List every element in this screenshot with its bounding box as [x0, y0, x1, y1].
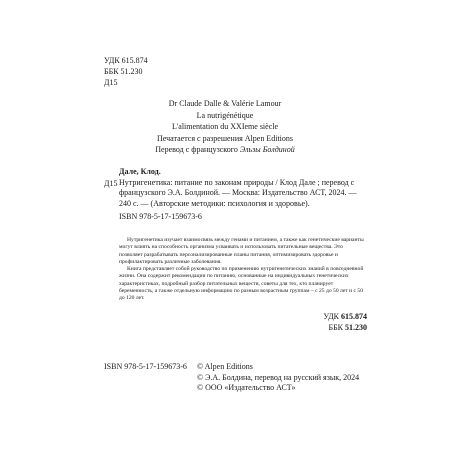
- annotation-paragraph-1: Нутригенетика изучает взаимосвязь между генами и питанием, а также как генетические варианты могут влиять на способность организма усваивать и использовать питательные вещества. Это позволяет разрабатывать персонализированные планы питания, оптимизировать здоровье и профилактировать различные заболевания.: [119, 237, 364, 265]
- top-classification-codes: [104, 55, 148, 88]
- bottom-bbk-value: 51.230: [345, 322, 367, 332]
- isbn-bottom: ISBN 978-5-17-159673-6: [104, 362, 187, 371]
- bottom-udk-label: УДК: [323, 312, 341, 321]
- catalog-author: Дале, Клод.: [119, 167, 161, 176]
- original-subtitle: L'alimentation du XXIeme siècle: [171, 122, 279, 131]
- copyright-line-2: © Э.А. Болдина, перевод на русский язык, 2024: [197, 372, 360, 382]
- original-authors: Dr Claude Dalle & Valérie Lamour: [168, 99, 282, 108]
- annotation-paragraph-2: Книга представляет собой руководство по применению нутригенетических знаний в повседневной жизни. Она содержит рекомендации по питанию, основанные на индивидуальных генетических характеристиках, подробный разбор питательных веществ, советы для тех, кто планирует беременность, а также отдельную информацию по разным возрастным группам – с 25 до 50 лет и с 50 до 120 лет.: [119, 266, 364, 302]
- original-edition-info: [0, 98, 450, 156]
- catalog-isbn: ISBN 978-5-17-159673-6: [119, 212, 202, 221]
- translation-note: [0, 144, 450, 156]
- copyright-line-1: © Alpen Editions: [197, 362, 253, 371]
- copyright-block: [197, 362, 359, 394]
- bottom-udk-value: 615.874: [341, 312, 367, 321]
- translation-prefix: Перевод с французского: [155, 145, 240, 154]
- bbk-code: ББК 51.230: [104, 67, 143, 76]
- bottom-bbk: [323, 323, 367, 334]
- udk-code: УДК 615.874: [104, 56, 148, 65]
- catalog-code: Д15: [104, 179, 118, 188]
- permission-note: Печатается с разрешения Alpen Editions: [157, 133, 293, 143]
- bottom-classification-codes: [323, 312, 367, 333]
- catalog-description: Нутригенетика: питание по законам природы / Клод Дале ; перевод с французского Э.А. Болдиной. — Москва: Издательство АСТ, 2024. — 240 с. — (Авторские методики: психология и здоровье).: [119, 177, 357, 208]
- author-mark: Д15: [104, 78, 118, 87]
- translator-name: Эльзы Болдиной: [239, 145, 295, 154]
- original-title: La nutrigénétique: [196, 110, 254, 120]
- bottom-bbk-label: ББК: [328, 322, 345, 332]
- copyright-line-3: © ООО «Издательство АСТ»: [197, 383, 296, 392]
- annotation: [119, 237, 367, 303]
- catalog-record: [119, 167, 367, 223]
- bottom-udk: [323, 312, 367, 323]
